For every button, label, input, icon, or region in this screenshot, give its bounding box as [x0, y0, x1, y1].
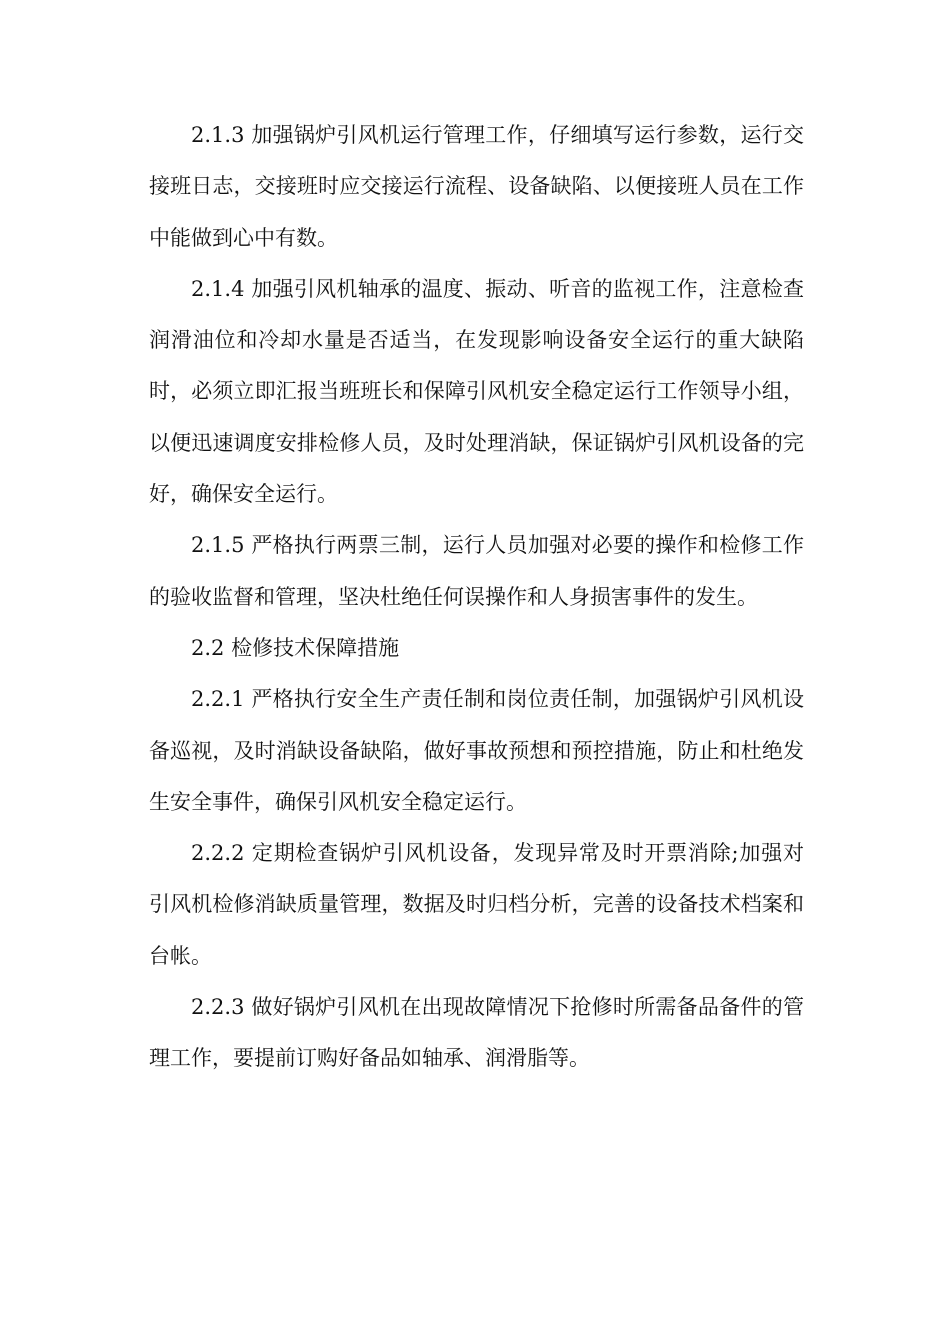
paragraph-2-1-3: 2.1.3 加强锅炉引风机运行管理工作，仔细填写运行参数，运行交接班日志，交接班时应交接运行流程、设备缺陷、以便接班人员在工作中能做到心中有数。 [149, 123, 804, 250]
paragraph-2-1-4: 2.1.4 加强引风机轴承的温度、振动、听音的监视工作，注意检查润滑油位和冷却水量是否适当，在发现影响设备安全运行的重大缺陷时，必须立即汇报当班班长和保障引风机安全稳定运行工作领导小组，以便迅速调度安排检修人员，及时处理消缺，保证锅炉引风机设备的完好，确保安全运行。 [149, 276, 804, 507]
section-heading-2-2: 2.2 检修技术保障措施 [191, 635, 400, 660]
paragraph-2-2-3: 2.2.3 做好锅炉引风机在出现故障情况下抢修时所需备品备件的管理工作，要提前订购好备品如轴承、润滑脂等。 [149, 995, 804, 1071]
document-page [149, 110, 804, 1085]
paragraph-2-2-1: 2.2.1 严格执行安全生产责任制和岗位责任制，加强锅炉引风机设备巡视，及时消缺设备缺陷，做好事故预想和预控措施，防止和杜绝发生安全事件，确保引风机安全稳定运行。 [149, 687, 804, 814]
paragraph-2-2-2: 2.2.2 定期检查锅炉引风机设备，发现异常及时开票消除;加强对引风机检修消缺质量管理，数据及时归档分析，完善的设备技术档案和台帐。 [149, 841, 804, 968]
paragraph-2-1-5: 2.1.5 严格执行两票三制，运行人员加强对必要的操作和检修工作的验收监督和管理，坚决杜绝任何误操作和人身损害事件的发生。 [149, 533, 804, 609]
